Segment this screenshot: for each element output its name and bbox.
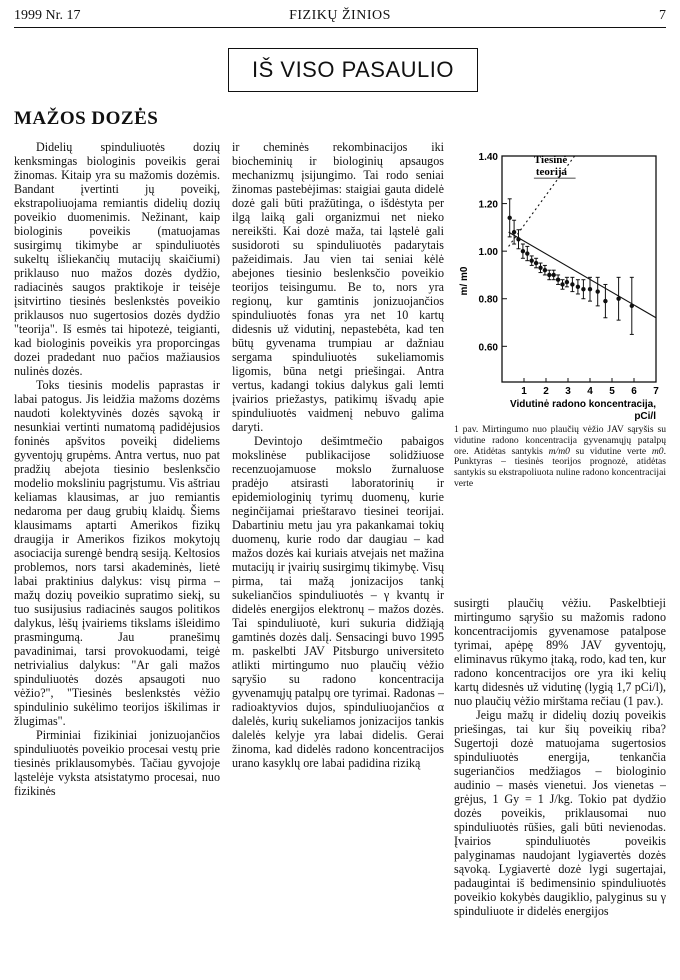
paragraph: ir cheminės rekombinacijos iki biocheminių ir biologinių apsaugos mechanizmų įsijungimo. Tai rodo seniai žinomas pastebėjimas: staigiai gauta didelė dozė gali būti pražūtinga, o išdėstyta per ilgą laiką gali organizmui net nieko nereikšti. Kai dozė maža, tai ląstelė gali susidoroti su spinduliuotės padarytais pažeidimais. Jau vien tai seniai kėlė abejones tiesinio beslenksčio poveikio teorijos teisingumu. Be to, nors yra regionų, kur gamtinis jonizuojančios spinduliuotės fonas yra net 10 kartų didesnis už vidutinį, nepastebėta, kad ten būtų gyvenama trumpiau ar dažniau sergama spinduliuotės sukeliamomis ligomis, būna netgi priešingai. Antra vertus, kadangi tokius dalykus gali lemti įvairios priežastys, patikimų išvadų apie spinduliuotės vaidmenį nebuvo galima daryti. xyxy=(232,140,444,434)
y-tick-label: 1.40 xyxy=(478,152,498,163)
issue-label: 1999 Nr. 17 xyxy=(14,8,81,23)
x-tick-label: 2 xyxy=(543,386,549,397)
data-point xyxy=(556,278,560,282)
data-point xyxy=(530,258,534,262)
data-point xyxy=(552,273,556,277)
data-point xyxy=(565,280,569,284)
linear-theory-annotation-line2: teorija xyxy=(535,166,568,179)
data-point xyxy=(547,273,551,277)
column-2 xyxy=(232,140,444,970)
caption-symbol: m/m0 xyxy=(548,445,570,457)
y-tick-label: 1.20 xyxy=(478,199,498,211)
linear-theory-annotation: Tiesinė xyxy=(533,154,568,167)
data-point xyxy=(525,251,529,255)
paragraph: Didelių spinduliuotės dozių kenksmingas biologinis poveikis gerai žinomas. Kitaip yra su mažomis dozėmis. Bandant įvertinti jų poveikį, ekstrapoliuojama remiantis didelių dozių poveikio duomenimis. Nežinant, kaip biologinis poveikis (matuojamas susirgimų tikimybe ar spinduliuotės sukeltų išliekančių mutacijų skaičiumi) priklauso nuo mažos dozės dydžio, radiacinės saugos praktikoje ir teisėje įsitvirtino tiesinės beslenkstės poveikio priklausos nuo sugertosios dozės dydžio "teorija". Iš esmės tai hipotezė, teigianti, kad biologinis poveikis yra proporcingas dozei pradedant nuo pačios mažiausios nulinės dozės. xyxy=(14,140,220,378)
section-title: IŠ VISO PASAULIO xyxy=(228,48,478,92)
x-tick-label: 4 xyxy=(587,386,593,397)
data-point xyxy=(616,297,620,301)
data-point xyxy=(570,282,574,286)
page-number: 7 xyxy=(659,8,666,23)
data-point xyxy=(576,285,580,289)
fit-line xyxy=(509,232,656,318)
caption-text: . Punktyras – tiesinės teorijos prognozė, atidėtas santykis su ekstrapoliuota nuline radono koncentracijai verte xyxy=(454,445,666,489)
data-point xyxy=(512,230,516,234)
caption-symbol: m0 xyxy=(651,445,664,457)
header-rule xyxy=(14,27,666,28)
page-header xyxy=(14,6,666,26)
x-tick-label: 6 xyxy=(631,386,637,397)
data-point xyxy=(516,237,520,241)
x-tick-label: 5 xyxy=(609,386,615,397)
data-point xyxy=(521,249,525,253)
paragraph: susirgti plaučių vėžiu. Paskelbtieji mirtingumo sąryšio su mažomis radono koncentracijomis gyvenamose patalpose tyrimai, apėpę 89% JAV gyventojų, eliminavus rūkymo įtaką, rodo, kad ten, kur radono koncentracijos ore yra iki kelių kartų didesnės už vidutinę (lygią 1,7 pCi/l), nuo plaučių vėžio mirštama rečiau (1 pav.). xyxy=(454,596,666,708)
article-title: MAŽOS DOZĖS xyxy=(14,108,159,129)
y-tick-label: 0.60 xyxy=(478,342,498,354)
data-point xyxy=(560,282,564,286)
data-point xyxy=(603,299,607,303)
x-axis-label-unit: pCi/l xyxy=(634,411,656,422)
column-3 xyxy=(454,596,666,972)
mortality-chart xyxy=(454,140,668,425)
figure-caption xyxy=(454,425,666,490)
caption-text: 1 pav. Mirtingumo nuo plaučių vėžio JAV sąryšis su vidutine radono koncentracija gyvenamųjų patalpų ore. Atidėtas santykis xyxy=(454,424,666,457)
y-tick-label: 1.00 xyxy=(478,247,498,259)
plot-frame xyxy=(502,156,656,382)
paragraph: Pirminiai fizikiniai jonizuojančios spinduliuotės poveikio procesai vestų prie tiesinės priklausomybės. Tačiau gyvojoje ląstelėje vyksta atsistatymo procesai, nuo fizikinės xyxy=(14,728,220,798)
data-point xyxy=(630,304,634,308)
x-tick-label: 7 xyxy=(653,386,659,397)
paragraph: Devintojo dešimtmečio pabaigos mokslinėse publikacijose solidžiuose recenzuojamuose mokslo žurnaluose pradėjo atsirasti laboratorinių ir epidemiologinių tyrimų duomenų, kurie neginčijamai prieštaravo tiesinei teorijai. Dabartiniu metu jau yra pakankamai tokių duomenų, kurie rodo dar daugiau – kad mažos dozės kai kuriais atvejais net mažina mutacijų ir įvairių susirgimų tikimybę. Visų pirma, tai mažą jonizacijos tankį sukeliančios spinduliuotės – γ kvantų ir didelės energijos elektronų – mažos dozės. Tai spinduliuotė, kuri sukuria didžiąją gamtinės dozės dalį. Sensacingi buvo 1995 m. paskelbti JAV Pitsburgo universiteto atlikti mirtingumo nuo plaučių vėžio sąryšio su radono koncentracija gyvenamųjų patalpų ore tyrimai. Radonas – radioaktyvios dujos, spinduliuojančios α dalelės, kurių sukeliamos jonizacijos tankis dalelės kelyje yra labai didelis. Gerai žinoma, kad didelės radono koncentracijos urano kasyklų ore labai padidina riziką xyxy=(232,434,444,770)
y-axis-label: m/ m0 xyxy=(459,266,470,296)
data-point xyxy=(543,268,547,272)
data-point xyxy=(588,287,592,291)
data-point xyxy=(508,216,512,220)
paragraph: Jeigu mažų ir didelių dozių poveikis priešingas, tai kur šių poveikių riba? Sugertoji dozė matuojama sugertosios spinduliuotės energija, tenkančia sugeriančios medžiagos – biologinio audinio – masės vienetui. Jos vienetas – grėjus, 1 Gy = 1 J/kg. Tokio pat dydžio dozės poveikis, priklausomai nuo spinduliuotės rūšies, gali būti nevienodas. Įvairios spinduliuotės poveikis palyginamas naudojant lygiavertės dozės sąvoką. Lygiavertė dozė lygi sugertajai, padaugintai iš bedimensinio spinduliuotės poveikio kokybės daugiklio, palyginus su γ spinduliuote ir didelės energijos xyxy=(454,708,666,918)
y-tick-label: 0.80 xyxy=(478,294,498,306)
column-1 xyxy=(14,140,220,970)
journal-title: FIZIKŲ ŽINIOS xyxy=(289,8,391,23)
x-tick-label: 1 xyxy=(521,386,527,397)
x-axis-label: Vidutinė radono koncentracija, xyxy=(510,399,656,410)
data-point xyxy=(596,289,600,293)
paragraph: Toks tiesinis modelis paprastas ir labai patogus. Jis leidžia mažoms dozėms naudoti kolektyvinės dozės sąvoką ir nesunkiai vertinti numatomą padidėjusios foninės apšvitos poveikį dideliems gyventojų grupėms. Antra vertus, nuo pat pradžių abejota tiesinio beslenksčio modelio moksliniu pagrįstumu. Vis aštriau keliamas klausimas, ar juo remiantis nedaroma per daug grubių klaidų. Šiems klausimams aptarti Amerikos fizikų draugija ir Amerikos fizikos mokytojų asociacija surengė bendrą sesiją. Keltosios problemos, nors tarsi akademinės, lietė labai praktinius dalykus: visų pirma – mažų dozių poveikio supratimo siekį, su tuo susijusius radiacinės saugos politikos dalykus, lėšų įvairiems tikslams išleidimo prasmingumą. Jau pranešimų pavadinimai, tarsi provokuodami, teigė netrivialius dalykus: "Ar gali mažos spinduliuotės dozės apsaugoti nuo vėžio?", "Tiesinės beslenkstės vėžio spindulinio sukėlimo teorijos iškilimas ir žlugimas". xyxy=(14,378,220,728)
caption-text: su vidutine verte xyxy=(569,445,652,457)
data-point xyxy=(534,261,538,265)
data-point xyxy=(538,266,542,270)
data-point xyxy=(581,287,585,291)
x-tick-label: 3 xyxy=(565,386,571,397)
